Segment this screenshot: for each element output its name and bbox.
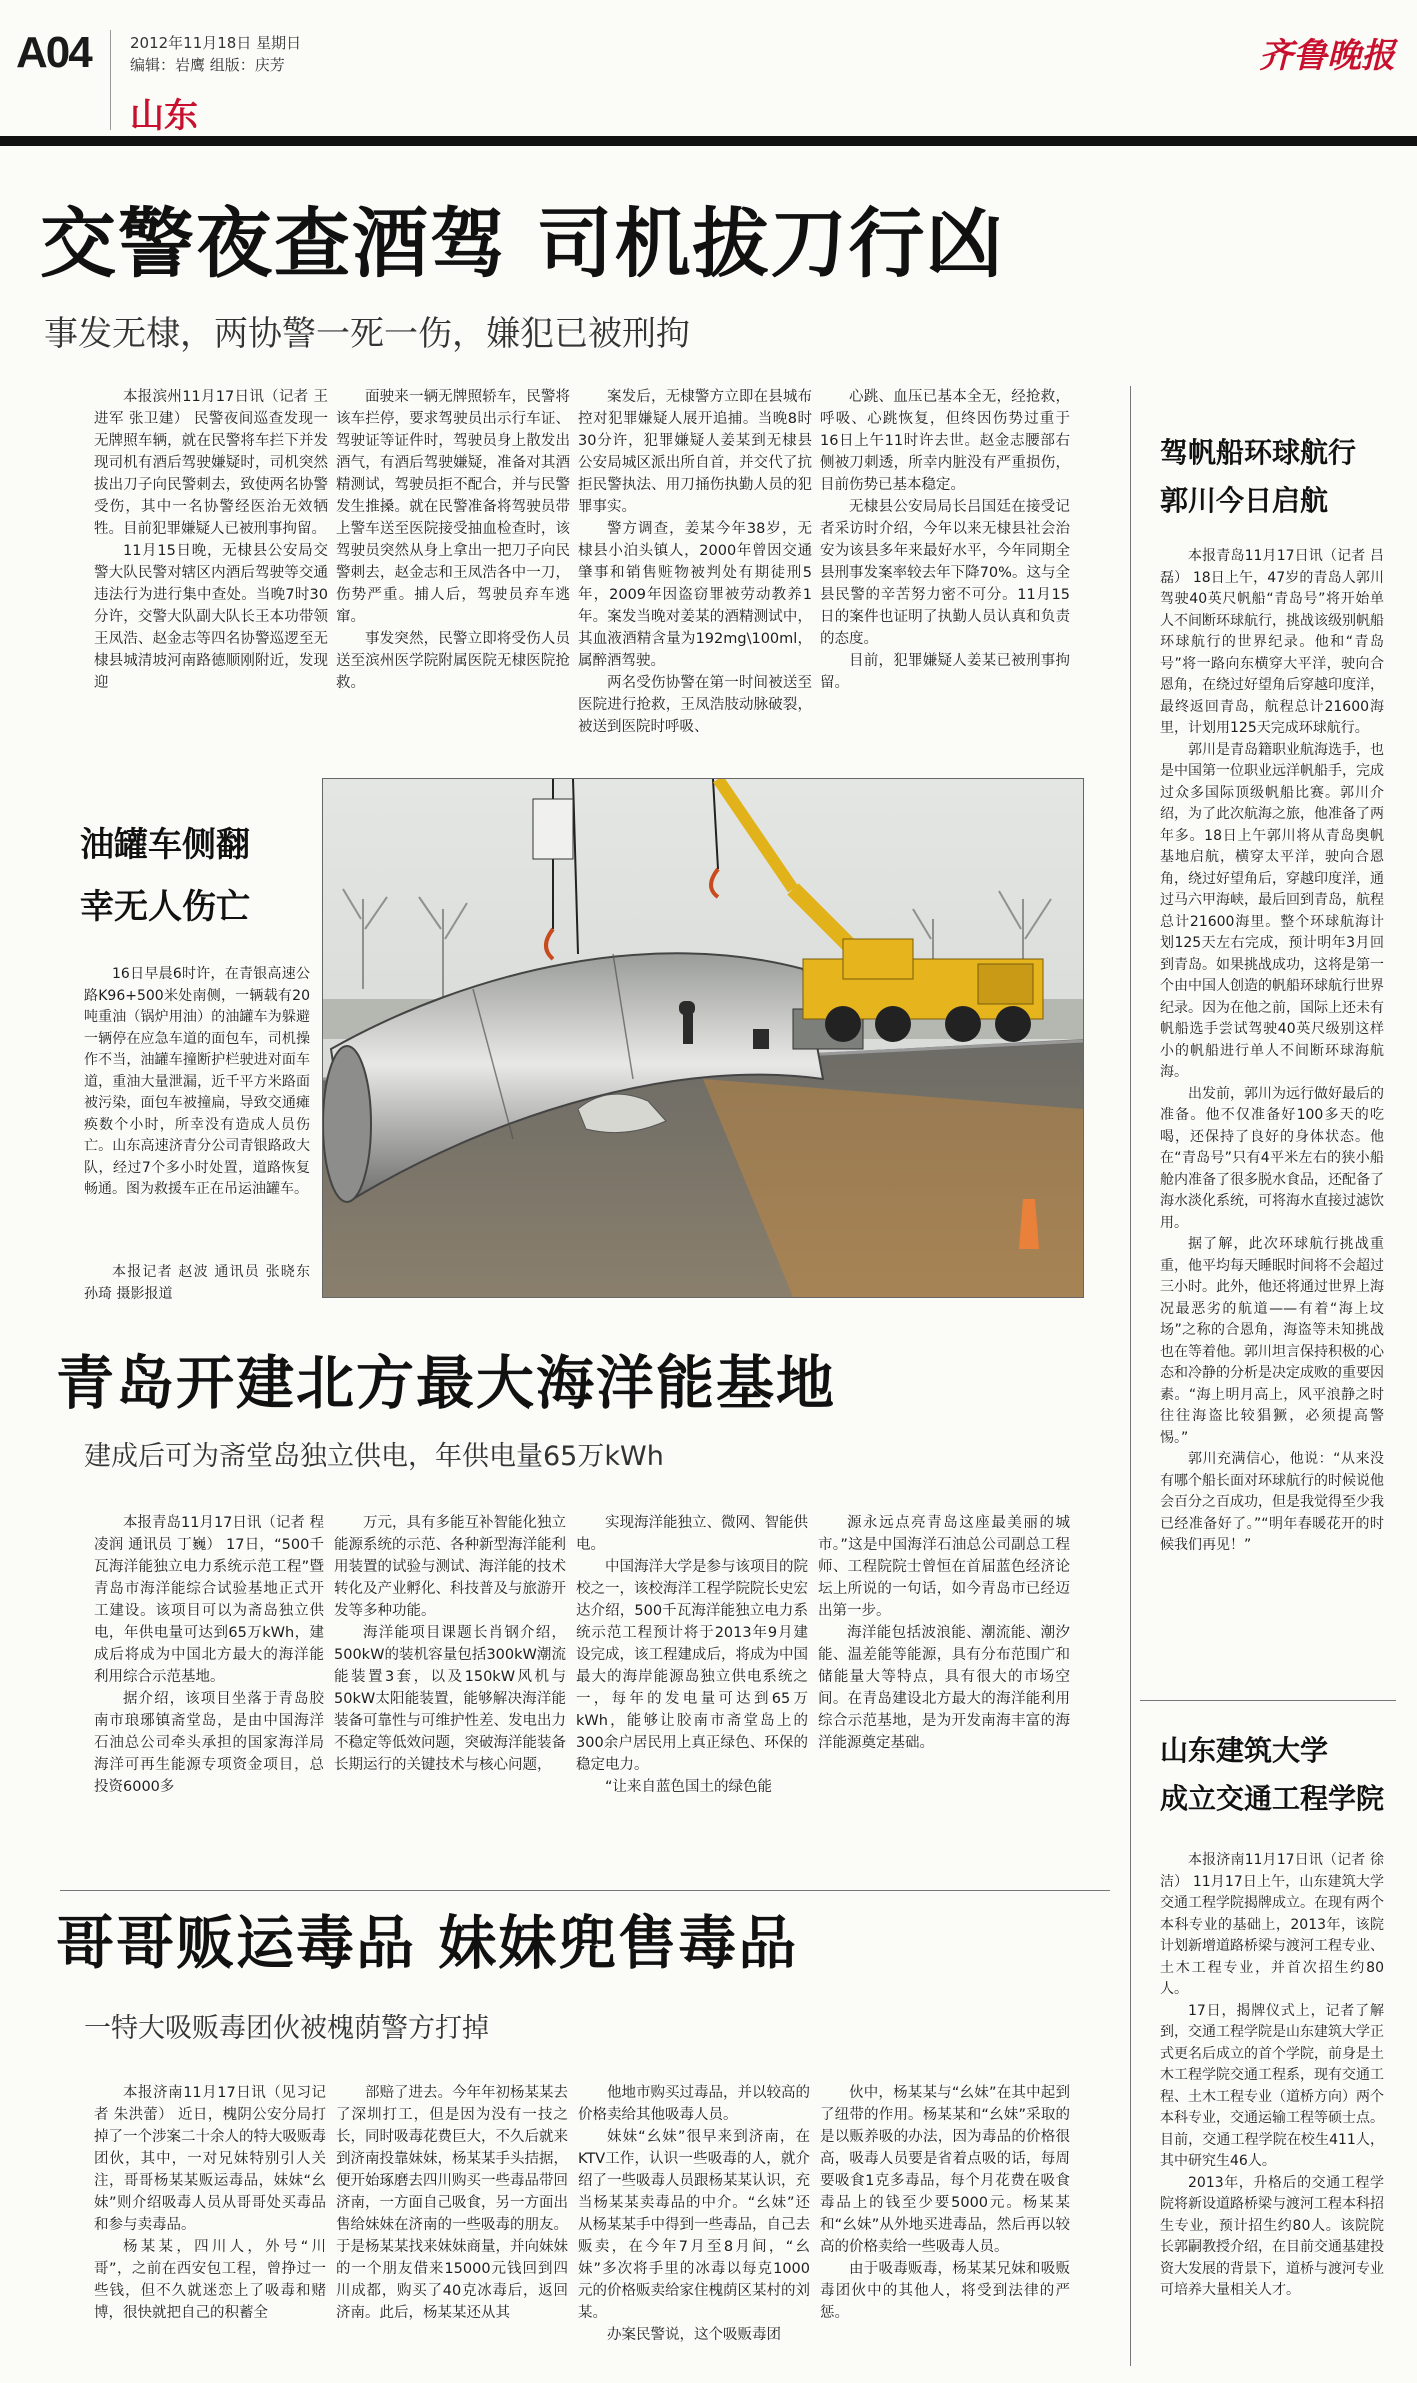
- sidebar1-title-line2: 郭川今日启航: [1160, 484, 1329, 517]
- paragraph: 妹妹“幺妹”很早来到济南，在KTV工作，认识一些吸毒的人，就介绍了一些吸毒人员跟杨某某认识，充当杨某某卖毒品的中介。“幺妹”还从杨某某手中得到一些毒品，自己去贩卖，在今年7月至8月间，“幺妹”多次将手里的冰毒以每克1000元的价格贩卖给家住槐荫区某村的刘某。: [578, 2129, 810, 2321]
- newspaper-logo: 齐鲁晚报: [1259, 36, 1395, 76]
- paragraph: 无棣县公安局局长吕国廷在接受记者采访时介绍，今年以来无棣县社会治安为该县多年来最好水平，今年同期全县刑事发案率较去年下降70%。这与全县民警的辛苦努力密不可分。11月15日的案件也证明了执勤人员认真和负责的态度。: [820, 499, 1070, 647]
- paragraph: 警方调查，姜某今年38岁，无棣县小泊头镇人，2000年曾因交通肇事和销售赃物被判处有期徒刑5年，2009年因盗窃罪被劳动教养1年。案发当晚对姜某的酒精测试中，其血液酒精含量为192mg\100ml，属醉酒驾驶。: [578, 521, 812, 669]
- paragraph: 他地市购买过毒品，并以较高的价格卖给其他吸毒人员。: [578, 2085, 810, 2123]
- inset-title-line2: 幸无人伤亡: [80, 887, 250, 927]
- paragraph: 2013年，升格后的交通工程学院将新设道路桥梁与渡河工程本科招生专业，预计招生约80人。该院院长郭嗣教授介绍，在目前交通基建投资大发展的背景下，道桥与渡河专业可培养大量相关人才。: [1160, 2174, 1384, 2298]
- paragraph: 面驶来一辆无牌照轿车，民警将该车拦停，要求驾驶员出示行车证、驾驶证等证件时，驾驶员身上散发出酒气，有酒后驾驶嫌疑，准备对其酒精测试，驾驶员拒不配合，并与民警发生推搡。就在民警准备将驾驶员带上警车送至医院接受抽血检查时，该驾驶员突然从身上拿出一把刀子向民警刺去，赵金志和王凤浩各中一刀，伤势严重。捕人后，驾驶员弃车逃窜。: [336, 389, 570, 625]
- story2-column-1: [94, 1512, 324, 1890]
- paragraph: 源永远点亮青岛这座最美丽的城市。”这是中国海洋石油总公司副总工程师、工程院院士曾恒在首届蓝色经济论坛上所说的一句话，如今青岛市已经迈出第一步。: [818, 1515, 1070, 1619]
- story2-column-4: [818, 1512, 1070, 1890]
- editor-credit: 编辑：岩鹰 组版：庆芳: [130, 56, 285, 74]
- story3-column-2: [336, 2082, 568, 2368]
- inset-body: [84, 964, 310, 1266]
- story1-column-1: [94, 386, 328, 752]
- paragraph: 杨某某，四川人，外号“川哥”，之前在西安包工程，曾挣过一些钱，但不久就迷恋上了吸毒和赌博，很快就把自己的积蓄全: [94, 2239, 326, 2321]
- paragraph: 万元，具有多能互补智能化独立能源系统的示范、各种新型海洋能利用装置的试验与测试、海洋能的技术转化及产业孵化、科技普及与旅游开发等多种功能。: [334, 1515, 566, 1619]
- story2-subhead: 建成后可为斋堂岛独立供电，年供电量65万kWh: [84, 1441, 664, 1472]
- paragraph: 两名受伤协警在第一时间被送至医院进行抢救，王凤浩肢动脉破裂，被送到医院时呼吸、: [578, 675, 812, 735]
- paragraph: 本报青岛11月17日讯（记者 程凌润 通讯员 丁巍） 17日，“500千瓦海洋能独立电力系统示范工程”暨青岛市海洋能综合试验基地正式开工建设。该项目可以为斋岛独立供电，年供电量可达到65万kWh，建成后将成为中国北方最大的海洋能利用综合示范基地。: [94, 1515, 324, 1685]
- story1-column-2: [336, 386, 570, 752]
- sidebar1-body: [1160, 546, 1384, 1686]
- paragraph: 据了解，此次环球航行挑战重重，他平均每天睡眠时间将不会超过三小时。此外，他还将通过世界上海况最恶劣的航道——有着“海上坟场”之称的合恩角，海盗等未知挑战也在等着他。郭川坦言保持积极的心态和冷静的分析是决定成败的重要因素。“海上明月高上，风平浪静之时往往海盗比较猖獗，必须提高警惕。”: [1160, 1236, 1384, 1446]
- story3-column-3: [578, 2082, 810, 2368]
- story3-column-1: [94, 2082, 326, 2368]
- paragraph: 办案民警说，这个吸贩毒团: [607, 2327, 781, 2343]
- paragraph: 本报滨州11月17日讯（记者 王进军 张卫建） 民警夜间巡查发现一无牌照车辆，就在民警将车拦下并发现司机有酒后驾驶嫌疑时，司机突然拔出刀子向民警刺去，致使两名协警受伤，其中一名协警经医治无效牺牲。目前犯罪嫌疑人已被刑事拘留。: [94, 389, 328, 537]
- story1-column-3: [578, 386, 812, 752]
- paragraph: 出发前，郭川为远行做好最后的准备。他不仅准备好100多天的吃喝，还保持了良好的身体状态。他在“青岛号”只有4平米左右的狭小船舱内准备了很多脱水食品，还配备了海水淡化系统，可将海水直接过滤饮用。: [1160, 1085, 1384, 1231]
- sidebar2-body: [1160, 1850, 1384, 2366]
- story1-headline: 交警夜查酒驾 司机拔刀行凶: [40, 199, 1005, 288]
- story3-column-4: [820, 2082, 1070, 2368]
- inset-photo-credit: 本报记者 赵波 通讯员 张晓东 孙琦 摄影报道: [84, 1264, 310, 1302]
- paragraph: 本报济南11月17日讯（见习记者 朱洪蕾） 近日，槐阴公安分局打掉了一个涉案二十余人的特大吸贩毒团伙，其中，一对兄妹特别引人关注，哥哥杨某某贩运毒品，妹妹“幺妹”则介绍吸毒人员从哥哥处买毒品和参与卖毒品。: [94, 2085, 326, 2233]
- sidebar1-title-line1: 驾帆船环球航行: [1160, 436, 1357, 469]
- paragraph: 16日早晨6时许，在青银高速公路K96+500米处南侧，一辆载有20吨重油（锅炉用油）的油罐车为躲避一辆停在应急车道的面包车，司机操作不当，油罐车撞断护栏驶进对面车道，重油大量泄漏，近千平方米路面被污染，面包车被撞扁，导致交通瘫痪数个小时，所幸没有造成人员伤亡。山东高速济青分公司青银路政大队，经过7个多小时处置，道路恢复畅通。图为救援车正在吊运油罐车。: [84, 966, 310, 1197]
- story3-headline: 哥哥贩运毒品 妹妹兜售毒品: [56, 1909, 799, 1977]
- paragraph: 中国海洋大学是参与该项目的院校之一，该校海洋工程学院院长史宏达介绍，500千瓦海洋能独立电力系统示范工程预计将于2013年9月建设完成，该工程建成后，将成为中国最大的海岸能源岛独立供电系统之一，每年的发电量可达到65万kWh，能够让胶南市斋堂岛上的300余户居民用上真正绿色、环保的稳定电力。: [576, 1559, 808, 1773]
- paragraph: 本报济南11月17日讯（记者 徐洁） 11月17日上午，山东建筑大学交通工程学院揭牌成立。在现有两个本科专业的基础上，2013年，该院计划新增道路桥梁与渡河工程专业、土木工程专业，并首次招生约80人。: [1160, 1852, 1384, 1997]
- paragraph: 心跳、血压已基本全无，经抢救，呼吸、心跳恢复，但终因伤势过重于16日上午11时许去世。赵金志腰部右侧被刀刺透，所幸内脏没有严重损伤，目前伤势已基本稳定。: [820, 389, 1070, 493]
- paragraph: 伙中，杨某某与“幺妹”在其中起到了纽带的作用。杨某某和“幺妹”采取的是以贩养吸的办法，因为毒品的价格很高，吸毒人员要是省着点吸的话，每周要吸食1克多毒品，每个月花费在吸食毒品上的钱至少要5000元。杨某某和“幺妹”从外地买进毒品，然后再以较高的价格卖给一些吸毒人员。: [820, 2085, 1070, 2255]
- paragraph: 郭川是青岛籍职业航海选手，也是中国第一位职业远洋帆船手，完成过众多国际顶级帆船比赛。郭川介绍，为了此次航海之旅，他准备了两年多。18日上午郭川将从青岛奥帆基地启航，横穿太平洋，驶向合恩角，绕过好望角后，穿越印度洋，通过马六甲海峡，最后回到青岛，航程总计21600海里。整个环球航海计划125天左右完成，预计明年3月回到青岛。如果挑战成功，这将是第一个由中国人创造的帆船环球航行世界纪录。因为在他之前，国际上还未有帆船选手尝试驾驶40英尺级别这样小的帆船进行单人不间断环球海航海。: [1160, 741, 1384, 1080]
- inset-title-line1: 油罐车侧翻: [80, 825, 250, 865]
- paragraph: 部赔了进去。今年年初杨某某去了深圳打工，但是因为没有一技之长，同时吸毒花费巨大，不久后就来到济南投靠妹妹，杨某某手头拮据，便开始琢磨去四川购买一些毒品带回济南，一方面自己吸食，另一方面出售给妹妹在济南的一些吸毒的朋友。于是杨某某找来妹妹商量，并向妹妹的一个朋友借来15000元钱回到四川成都，购买了40克冰毒后，返回济南。此后，杨某某还从其: [336, 2085, 568, 2321]
- paragraph: “让来自蓝色国土的绿色能: [605, 1779, 773, 1795]
- sidebar-separator: [1140, 1700, 1396, 1701]
- section-name: 山东: [130, 96, 198, 136]
- story2-headline: 青岛开建北方最大海洋能基地: [56, 1349, 837, 1417]
- sidebar-divider: [1130, 386, 1131, 2366]
- paragraph: 事发突然，民警立即将受伤人员送至滨州医学院附属医院无棣医院抢救。: [336, 631, 570, 691]
- story3-subhead: 一特大吸贩毒团伙被槐荫警方打掉: [84, 2013, 489, 2044]
- sidebar2-title-line2: 成立交通工程学院: [1160, 1782, 1385, 1815]
- paragraph: 实现海洋能独立、微网、智能供电。: [576, 1515, 808, 1553]
- paragraph: 本报青岛11月17日讯（记者 吕磊） 18日上午，47岁的青岛人郭川驾驶40英尺帆船“青岛号”将开始单人不间断环球航行，挑战该级别帆船环球航行的世界纪录。他和“青岛号”将一路向东横穿大平洋，驶向合恩角，在绕过好望角后穿越印度洋，最终返回青岛，航程总计21600海里，计划用125天完成环球航行。: [1160, 548, 1384, 736]
- story2-column-3: [576, 1512, 808, 1890]
- paragraph: 目前，犯罪嫌疑人姜某已被刑事拘留。: [820, 653, 1070, 691]
- paragraph: 据介绍，该项目坐落于青岛胶南市琅琊镇斋堂岛，是由中国海洋石油总公司牵头承担的国家海洋局海洋可再生能源专项资金项目，总投资6000多: [94, 1691, 324, 1795]
- header-divider: [110, 30, 111, 130]
- story-separator: [60, 1890, 1110, 1891]
- tanker-rollover-photo: [322, 778, 1084, 1298]
- paragraph: 由于吸毒贩毒，杨某某兄妹和吸贩毒团伙中的其他人，将受到法律的严惩。: [820, 2261, 1070, 2321]
- paragraph: 11月15日晚，无棣县公安局交警大队民警对辖区内酒后驾驶等交通违法行为进行集中查处。当晚7时30分许，交警大队副大队长王本功带领王凤浩、赵金志等四名协警巡逻至无棣县城清坡河南路德顺刚附近，发现迎: [94, 543, 328, 691]
- story2-column-2: [334, 1512, 566, 1890]
- page-number: A04: [16, 28, 91, 77]
- paragraph: 17日，揭牌仪式上，记者了解到，交通工程学院是山东建筑大学正式更名后成立的首个学院，前身是土木工程学院交通工程系，现有交通工程、土木工程专业（道桥方向）两个本科专业，交通运输工程等硕士点。目前，交通工程学院在校生411人，其中研究生46人。: [1160, 2002, 1384, 2169]
- story1-column-4: [820, 386, 1070, 752]
- header-rule: [0, 136, 1417, 146]
- issue-date: 2012年11月18日 星期日: [130, 34, 302, 52]
- story1-subhead: 事发无棣，两协警一死一伤，嫌犯已被刑拘: [44, 314, 690, 354]
- sidebar2-title-line1: 山东建筑大学: [1160, 1734, 1329, 1767]
- paragraph: 海洋能项目课题长肖钢介绍，500kW的装机容量包括300kW潮流能装置3套，以及150kW风机与50kW太阳能装置，能够解决海洋能装备可靠性与可维护性差、发电出力不稳定等低效问题，突破海洋能装备长期运行的关键技术与核心问题，: [334, 1625, 566, 1773]
- paragraph: 郭川充满信心，他说：“从来没有哪个船长面对环球航行的时候说他会百分之百成功，但是我觉得至少我已经准备好了。”“明年春暖花开的时候我们再见！”: [1160, 1451, 1384, 1553]
- paragraph: 海洋能包括波浪能、潮流能、潮汐能、温差能等能源，具有分布范围广和储能量大等特点，具有很大的市场空间。在青岛建设北方最大的海洋能利用综合示范基地，是为开发南海丰富的海洋能源奠定基础。: [818, 1625, 1070, 1751]
- paragraph: 案发后，无棣警方立即在县城布控对犯罪嫌疑人展开追捕。当晚8时30分许，犯罪嫌疑人姜某到无棣县公安局城区派出所自首，并交代了抗拒民警执法、用刀捅伤执勤人员的犯罪事实。: [578, 389, 812, 515]
